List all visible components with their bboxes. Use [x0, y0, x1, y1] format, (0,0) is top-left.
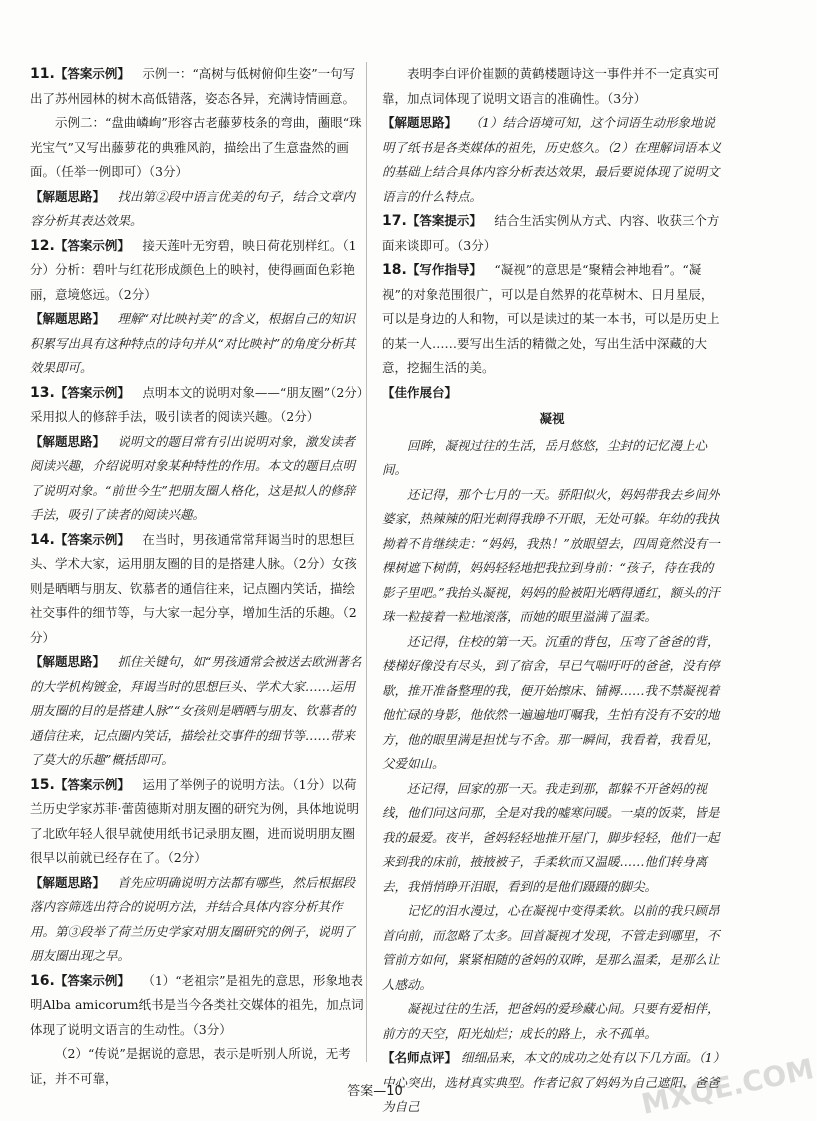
left-item [30, 381, 366, 430]
right-item [382, 258, 722, 381]
question-number: 15. [30, 776, 55, 793]
right-column [382, 62, 722, 1120]
essay-paragraph: 凝视过往的生活，把爸妈的爱珍藏心间。只要有爱相伴，前方的天空，阳光灿烂；成长的路上，永不孤单。 [382, 1001, 720, 1041]
essay-paragraph: 还记得，那个七月的一天。骄阳似火，妈妈带我去乡间外婆家，热辣辣的阳光刺得我睁不开眼，无处可躲。年幼的我执拗着不肯继续走：“妈妈，我热！”放眼望去，四周竟然没有一棵树遮下树荫，妈妈轻轻地把我拉到身前：“孩子，待在我的影子里吧。”我抬头凝视，妈妈的脸被阳光晒得通红，额头的汗珠一粒接着一粒地滚落，而她的眼里溢满了温柔。 [382, 486, 720, 624]
item-text: 说明文的题目常有引出说明对象，激发读者阅读兴趣，介绍说明对象某种特性的作用。本文的题目点明了说明对象。“前世今生”把朋友圈人格化，这是拟人的修辞手法，吸引了读者的阅读兴趣。 [30, 433, 356, 522]
right-item [382, 62, 722, 111]
section-tag: 【答案示例】 [54, 237, 130, 253]
section-tag: 【写作指导】 [406, 262, 482, 277]
item-text: 点明本文的说明对象——“朋友圈”（2分）采用拟人的修辞手法，吸引读者的阅读兴趣。（2分） [30, 384, 364, 424]
item-text: “凝视”的意思是“聚精会神地看”。“凝视”的对象范围很广，可以是自然界的花草树木、日月星辰，可以是身边的人和物，可以是读过的某一本书，可以是历史上的某一人……要写出生活的精微之处，写出生活中深藏的大意，挖掘生活的美。 [382, 262, 720, 375]
comment-tag: 【名师点评】 [382, 1050, 458, 1065]
item-text: 找出第②段中语言优美的句子，结合文章内容分析其表达效果。 [30, 188, 356, 228]
item-text: 运用了举例子的说明方法。（1分）以荷兰历史学家苏菲·蕾茵德斯对朋友圈的研究为例，具体地说明了北欧年轻人很早就使用纸书记录朋友圈，进而说明朋友圈很早以前就已经存在了。（2分） [30, 776, 359, 865]
section-tag: 【解题思路】 [30, 188, 106, 204]
item-text: （1）结合语境可知，这个词语生动形象地说明了纸书是各类媒体的祖先，历史悠久。（2）在理解词语本义的基础上结合具体内容分析表达效果，最后要说体现了说明文语言的什么特点。 [382, 115, 722, 204]
question-number: 12. [30, 237, 55, 254]
essay-paragraph: 回眸，凝视过往的生活，岳月悠悠，尘封的记忆漫上心间。 [382, 437, 708, 477]
section-tag: 【答案示例】 [54, 776, 130, 792]
question-number: 18. [382, 262, 407, 278]
item-text: 表明李白评价崔颢的黄鹤楼题诗这一事件并不一定真实可靠，加点词体现了说明文语言的准确性。（3分） [382, 66, 720, 106]
section-tag: 【解题思路】 [382, 115, 458, 130]
right-items [382, 62, 722, 405]
item-text: （2）“传说”是据说的意思，表示是听别人所说，无考证，并不可靠， [30, 1046, 351, 1086]
column-divider [366, 62, 367, 1062]
section-tag: 【解题思路】 [30, 874, 106, 890]
section-tag: 【答案示例】 [54, 972, 130, 988]
right-item [382, 381, 722, 406]
left-item [30, 307, 366, 381]
section-tag: 【答案示例】 [54, 531, 130, 547]
essay-paragraph: 记忆的泪水漫过，心在凝视中变得柔软。以前的我只顾昂首向前，而忽略了太多。回首凝视才发现，不管走到哪里，不管前方如何，紧紧相随的爸妈的双眸，是那么温柔，是那么让人感动。 [382, 903, 720, 992]
section-tag: 【解题思路】 [30, 311, 106, 326]
item-text: 示例二：“盘曲嶙峋”形容古老藤萝枝条的弯曲，蔨眼“珠光宝气”又写出藤萝花的典雅风韵，描绘出了生意盎然的画面。（任举一例即可）（3分） [30, 115, 362, 179]
question-number: 14. [30, 531, 55, 548]
question-number: 11. [30, 66, 55, 82]
left-item [30, 234, 366, 308]
essay-body [382, 434, 722, 1047]
essay-paragraph: 还记得，住校的第一天。沉重的背包，压弯了爸爸的背，楼梯好像没有尽头，到了宿舍，早已气喘吁吁的爸爸，没有停歇，推开准备整理的我，便开始擦床、铺褥……我不禁凝视着他忙碌的身影，他依然一遍遍地叮嘱我，生怕有没有不安的地方，他的眼里满是担忧与不舍。那一瞬间，我看着，我看见，父爱如山。 [382, 633, 720, 771]
left-item [30, 185, 366, 234]
left-item [30, 111, 366, 185]
section-tag: 【解题思路】 [30, 433, 106, 449]
section-tag: 【解题思路】 [30, 654, 106, 669]
item-text: （1）“老祖宗”是祖先的意思，形象地表明Alba amicorum纸书是当今各类社交媒体的祖先，加点词体现了说明文语言的生动性。（3分） [30, 972, 364, 1037]
section-tag: 【答案提示】 [406, 213, 482, 228]
item-text: 示例一：“高树与低树俯仰生姿”一句写出了苏州园林的树木高低错落，姿态各异，充满诗情画意。 [30, 66, 356, 106]
watermark-logo: MXQE.COM [638, 1052, 817, 1121]
right-item [382, 209, 722, 258]
section-tag: 【答案示例】 [54, 384, 130, 400]
item-text: 抓住关键句，如“男孩通常会被送去欧洲著名的大学机构镀金，拜谒当时的思想巨头、学术大家……运用朋友圈的目的是搭建人脉”“女孩则是晒晒与朋友、钦慕者的通信往来，记点圈内笑话，描绘社交事件的细节等……带来了莫大的乐趣”概括即可。 [30, 654, 362, 767]
essay-title: 凝视 [539, 411, 565, 426]
item-text: 结合生活实例从方式、内容、收获三个方面来谈即可。（3分） [382, 213, 720, 253]
left-item [30, 773, 366, 871]
left-item [30, 871, 366, 969]
question-number: 16. [30, 972, 55, 989]
comment-text: 细细品来，本文的成功之处有以下几方面。（1）中心突出，选材真实典型。作者记叙了妈妈为自己遮阳、爸爸为自己 [382, 1050, 720, 1114]
left-item [30, 650, 366, 773]
item-text: 理解“对比映衬美”的含义，根据自己的知识积累写出具有这种特点的诗句并从“对比映衬”的角度分析其效果即可。 [30, 311, 356, 375]
question-number: 13. [30, 384, 55, 401]
section-tag: 【佳作展台】 [382, 384, 458, 400]
item-text: 接天莲叶无穷碧，映日荷花别样红。（1分）分析：碧叶与红花形成颜色上的映衬，使得画面色彩艳丽，意境悠远。（2分） [30, 237, 357, 302]
item-text: 在当时，男孩通常常拜谒当时的思想巨头、学术大家，运用朋友圈的目的是搭建人脉。（2分）女孩则是晒晒与朋友、钦慕者的通信往来，记点圈内笑话，描绘社交事件的细节等，与大家一起分享，增加生活的乐趣。（2分） [30, 531, 357, 645]
right-item [382, 111, 722, 209]
left-item [30, 62, 366, 111]
left-item [30, 528, 366, 651]
left-item [30, 430, 366, 528]
section-tag: 【答案示例】 [54, 66, 130, 81]
item-text: 首先应明确说明方法都有哪些，然后根据段落内容筛选出符合的说明方法，并结合具体内容分析其作用。第③段举了荷兰历史学家对朋友圈研究的例子，说明了朋友圈出现之早。 [30, 874, 356, 963]
left-item [30, 969, 366, 1043]
left-column [30, 62, 366, 1091]
page-footer: 答案—10 [347, 1084, 403, 1099]
question-number: 17. [382, 213, 407, 229]
essay-paragraph: 还记得，回家的那一天。我走到那，都躲不开爸妈的视线，他们问这问那，全是对我的嘘寒问暖。一桌的饭菜，皆是我的最爱。夜半，爸妈轻轻地推开屋门，脚步轻轻，他们一起来到我的床前，掖掖被子，手柔软而又温暖……他们转身离去，我悄悄睁开泪眼，看到的是他们蹑蹑的脚尖。 [382, 780, 720, 894]
